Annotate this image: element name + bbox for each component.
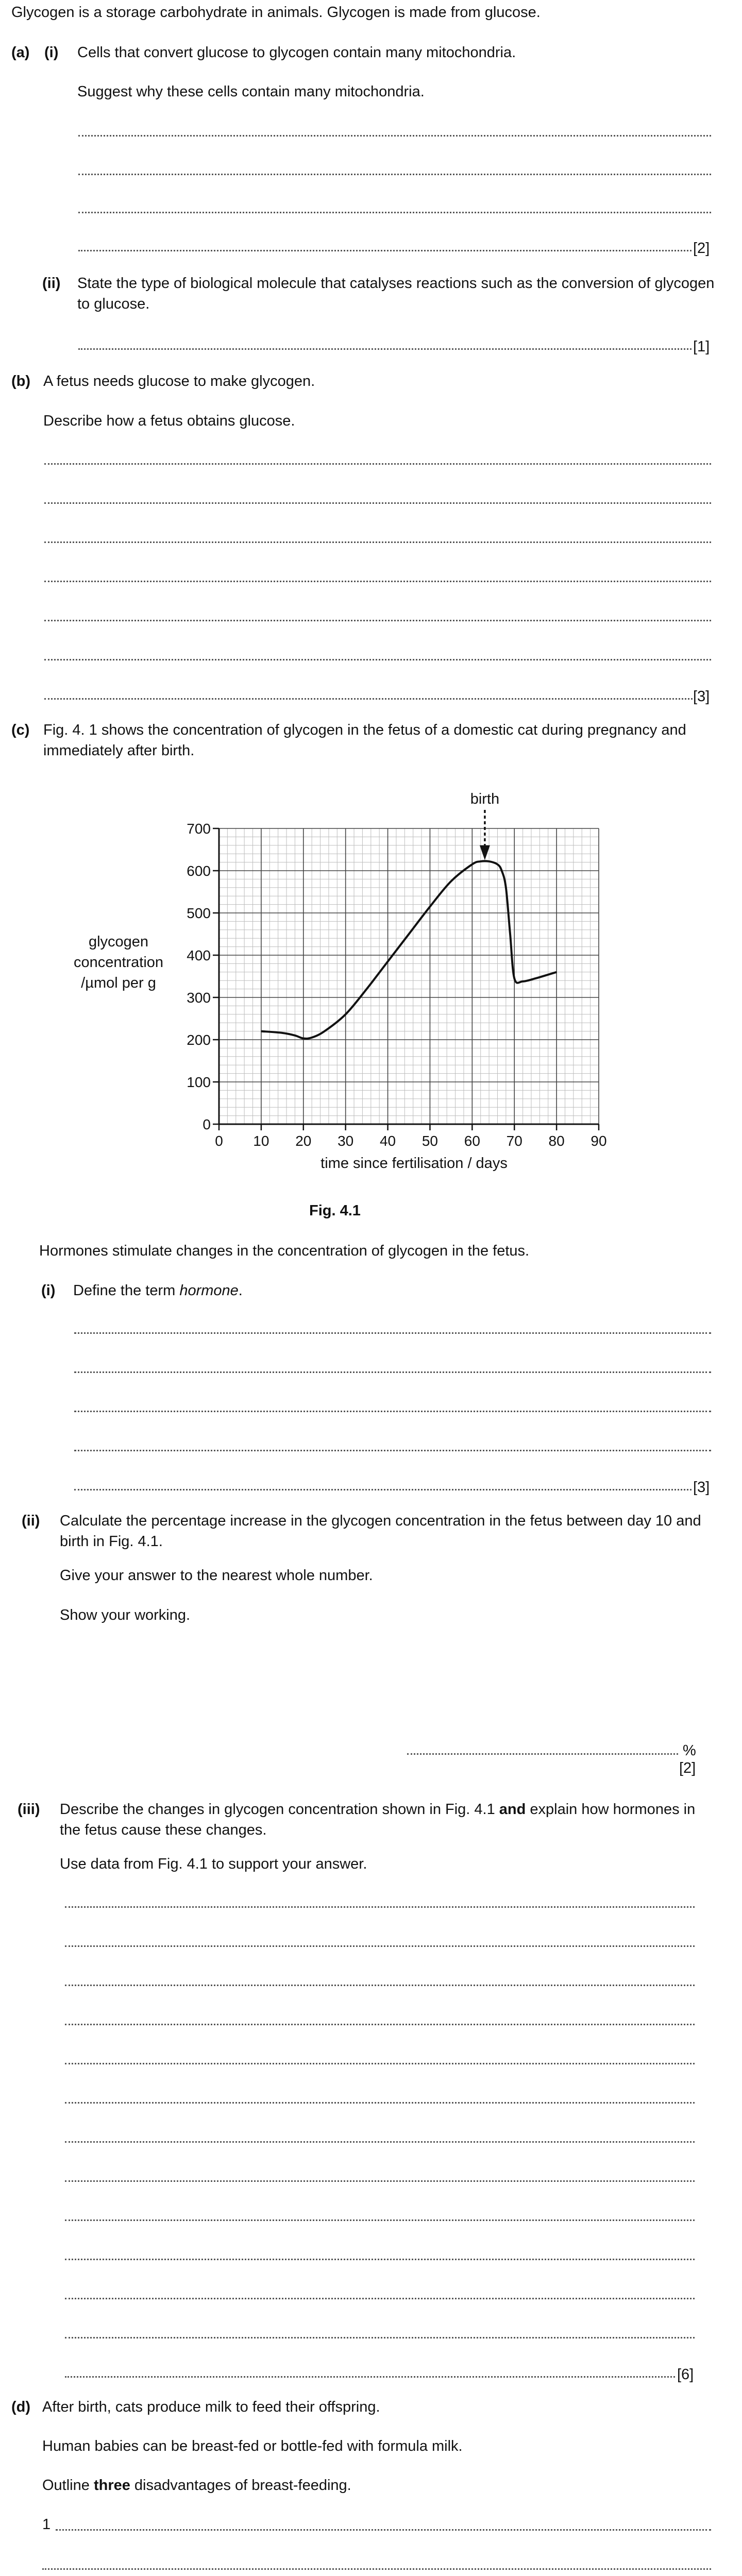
y-tick-label: 0 — [203, 1116, 211, 1132]
part-a-i-label: (i) — [44, 44, 59, 61]
answer-line[interactable] — [56, 2529, 711, 2531]
answer-line[interactable] — [78, 212, 711, 213]
intro-text: Glycogen is a storage carbohydrate in animals. Glycogen is made from glucose. — [11, 4, 541, 21]
part-b-question: Describe how a fetus obtains glucose. — [43, 413, 295, 429]
y-tick-label: 400 — [187, 947, 211, 963]
marks-label: [1] — [693, 338, 710, 355]
answer-line[interactable] — [65, 1906, 695, 1908]
marks-label: [3] — [693, 688, 710, 705]
answer-line[interactable] — [74, 1489, 692, 1490]
part-c-label: (c) — [11, 722, 30, 738]
x-tick-label: 40 — [379, 1133, 396, 1149]
answer-line[interactable] — [44, 502, 711, 504]
part-a-i-stem: Cells that convert glucose to glycogen contain many mitochondria. — [77, 44, 516, 61]
y-tick-label: 600 — [187, 863, 211, 879]
answer-line[interactable] — [74, 1411, 711, 1412]
answer-line[interactable] — [65, 2337, 695, 2338]
answer-line[interactable] — [44, 581, 711, 582]
part-c-i-question: Define the term hormone. — [73, 1282, 243, 1299]
marks-label: [6] — [677, 2366, 694, 2383]
percent-unit: % — [683, 1742, 696, 1759]
answer-line[interactable] — [65, 2298, 695, 2299]
birth-arrow-head — [480, 845, 490, 860]
answer-line[interactable] — [65, 2376, 675, 2378]
part-b-stem: A fetus needs glucose to make glycogen. — [43, 373, 315, 389]
y-axis-label: /µmol per g — [81, 975, 156, 991]
y-tick-label: 700 — [187, 821, 211, 837]
x-tick-label: 50 — [421, 1133, 439, 1149]
answer-line[interactable] — [44, 620, 711, 621]
part-c-iii-label: (iii) — [18, 1801, 40, 1818]
x-tick-label: 10 — [253, 1133, 269, 1149]
answer-number: 1 — [42, 2516, 51, 2533]
part-a-ii-label: (ii) — [42, 275, 61, 292]
y-tick-label: 100 — [187, 1074, 211, 1090]
part-a-ii-question: State the type of biological molecule that catalyses reactions such as the conversion of glycogen to glucose. — [77, 275, 715, 312]
x-tick-label: 20 — [295, 1133, 312, 1149]
part-d-stem: After birth, cats produce milk to feed their offspring. — [42, 2399, 380, 2415]
answer-line[interactable] — [65, 2024, 695, 2025]
answer-line[interactable] — [78, 135, 711, 137]
answer-line[interactable] — [74, 1450, 711, 1451]
answer-line[interactable] — [407, 1753, 678, 1755]
y-axis-label: glycogen — [88, 934, 149, 950]
marks-label: [3] — [693, 1479, 710, 1496]
answer-line[interactable] — [78, 348, 692, 350]
y-tick-label: 500 — [187, 905, 211, 921]
part-c-ii-question: Calculate the percentage increase in the glycogen concentration in the fetus between day 10 and birth in Fig. 4.1. — [60, 1513, 701, 1550]
answer-line[interactable] — [78, 174, 711, 175]
part-c-ii-instruction-1: Give your answer to the nearest whole number. — [60, 1567, 373, 1584]
marks-label: [2] — [693, 240, 710, 257]
answer-line[interactable] — [44, 659, 711, 660]
answer-line[interactable] — [44, 463, 711, 465]
marks-label: [2] — [679, 1760, 696, 1776]
part-a-label: (a) — [11, 44, 30, 61]
part-a-i-question: Suggest why these cells contain many mitochondria. — [77, 83, 425, 100]
answer-line[interactable] — [65, 2141, 695, 2143]
part-d-stem-2: Human babies can be breast-fed or bottle-fed with formula milk. — [42, 2438, 463, 2454]
part-c-i-label: (i) — [41, 1282, 56, 1299]
answer-line[interactable] — [44, 541, 711, 543]
answer-line[interactable] — [42, 2568, 711, 2570]
answer-line[interactable] — [65, 2180, 695, 2182]
hormone-term: hormone — [179, 1282, 239, 1299]
x-tick-label: 90 — [591, 1133, 607, 1149]
y-tick-label: 200 — [187, 1032, 211, 1048]
x-tick-label: 60 — [464, 1133, 480, 1149]
y-tick-label: 300 — [187, 990, 211, 1006]
part-c-iii-question: Describe the changes in glycogen concentration shown in Fig. 4.1 and explain how hormones in the fetus cause these changes. — [60, 1801, 696, 1838]
x-tick-label: 30 — [338, 1133, 354, 1149]
part-c-stem: Fig. 4. 1 shows the concentration of glycogen in the fetus of a domestic cat during pregnancy and immediately after birth. — [43, 722, 686, 759]
answer-line[interactable] — [65, 2259, 695, 2260]
part-c-hormones-stem: Hormones stimulate changes in the concentration of glycogen in the fetus. — [39, 1243, 530, 1259]
answer-line[interactable] — [65, 2063, 695, 2064]
figure-caption: Fig. 4.1 — [309, 1202, 361, 1219]
answer-line[interactable] — [65, 2219, 695, 2221]
x-axis-label: time since fertilisation / days — [321, 1155, 508, 1172]
glycogen-chart — [0, 762, 742, 1190]
part-c-ii-label: (ii) — [22, 1513, 40, 1529]
answer-line[interactable] — [74, 1332, 711, 1334]
answer-line[interactable] — [44, 698, 693, 700]
part-d-question: Outline three disadvantages of breast-feeding. — [42, 2477, 351, 2494]
x-tick-label: 70 — [506, 1133, 522, 1149]
part-b-label: (b) — [11, 373, 31, 389]
part-c-ii-instruction-2: Show your working. — [60, 1607, 191, 1623]
birth-annotation-label: birth — [470, 791, 500, 807]
x-tick-label: 0 — [215, 1133, 223, 1149]
part-d-label: (d) — [11, 2399, 31, 2415]
answer-line[interactable] — [65, 1945, 695, 1947]
x-tick-label: 80 — [548, 1133, 565, 1149]
answer-line[interactable] — [78, 250, 692, 251]
answer-line[interactable] — [65, 2102, 695, 2104]
answer-line[interactable] — [65, 1985, 695, 1986]
part-c-iii-instruction: Use data from Fig. 4.1 to support your answer. — [60, 1856, 367, 1872]
y-axis-label: concentration — [73, 954, 164, 971]
answer-line[interactable] — [74, 1371, 711, 1373]
